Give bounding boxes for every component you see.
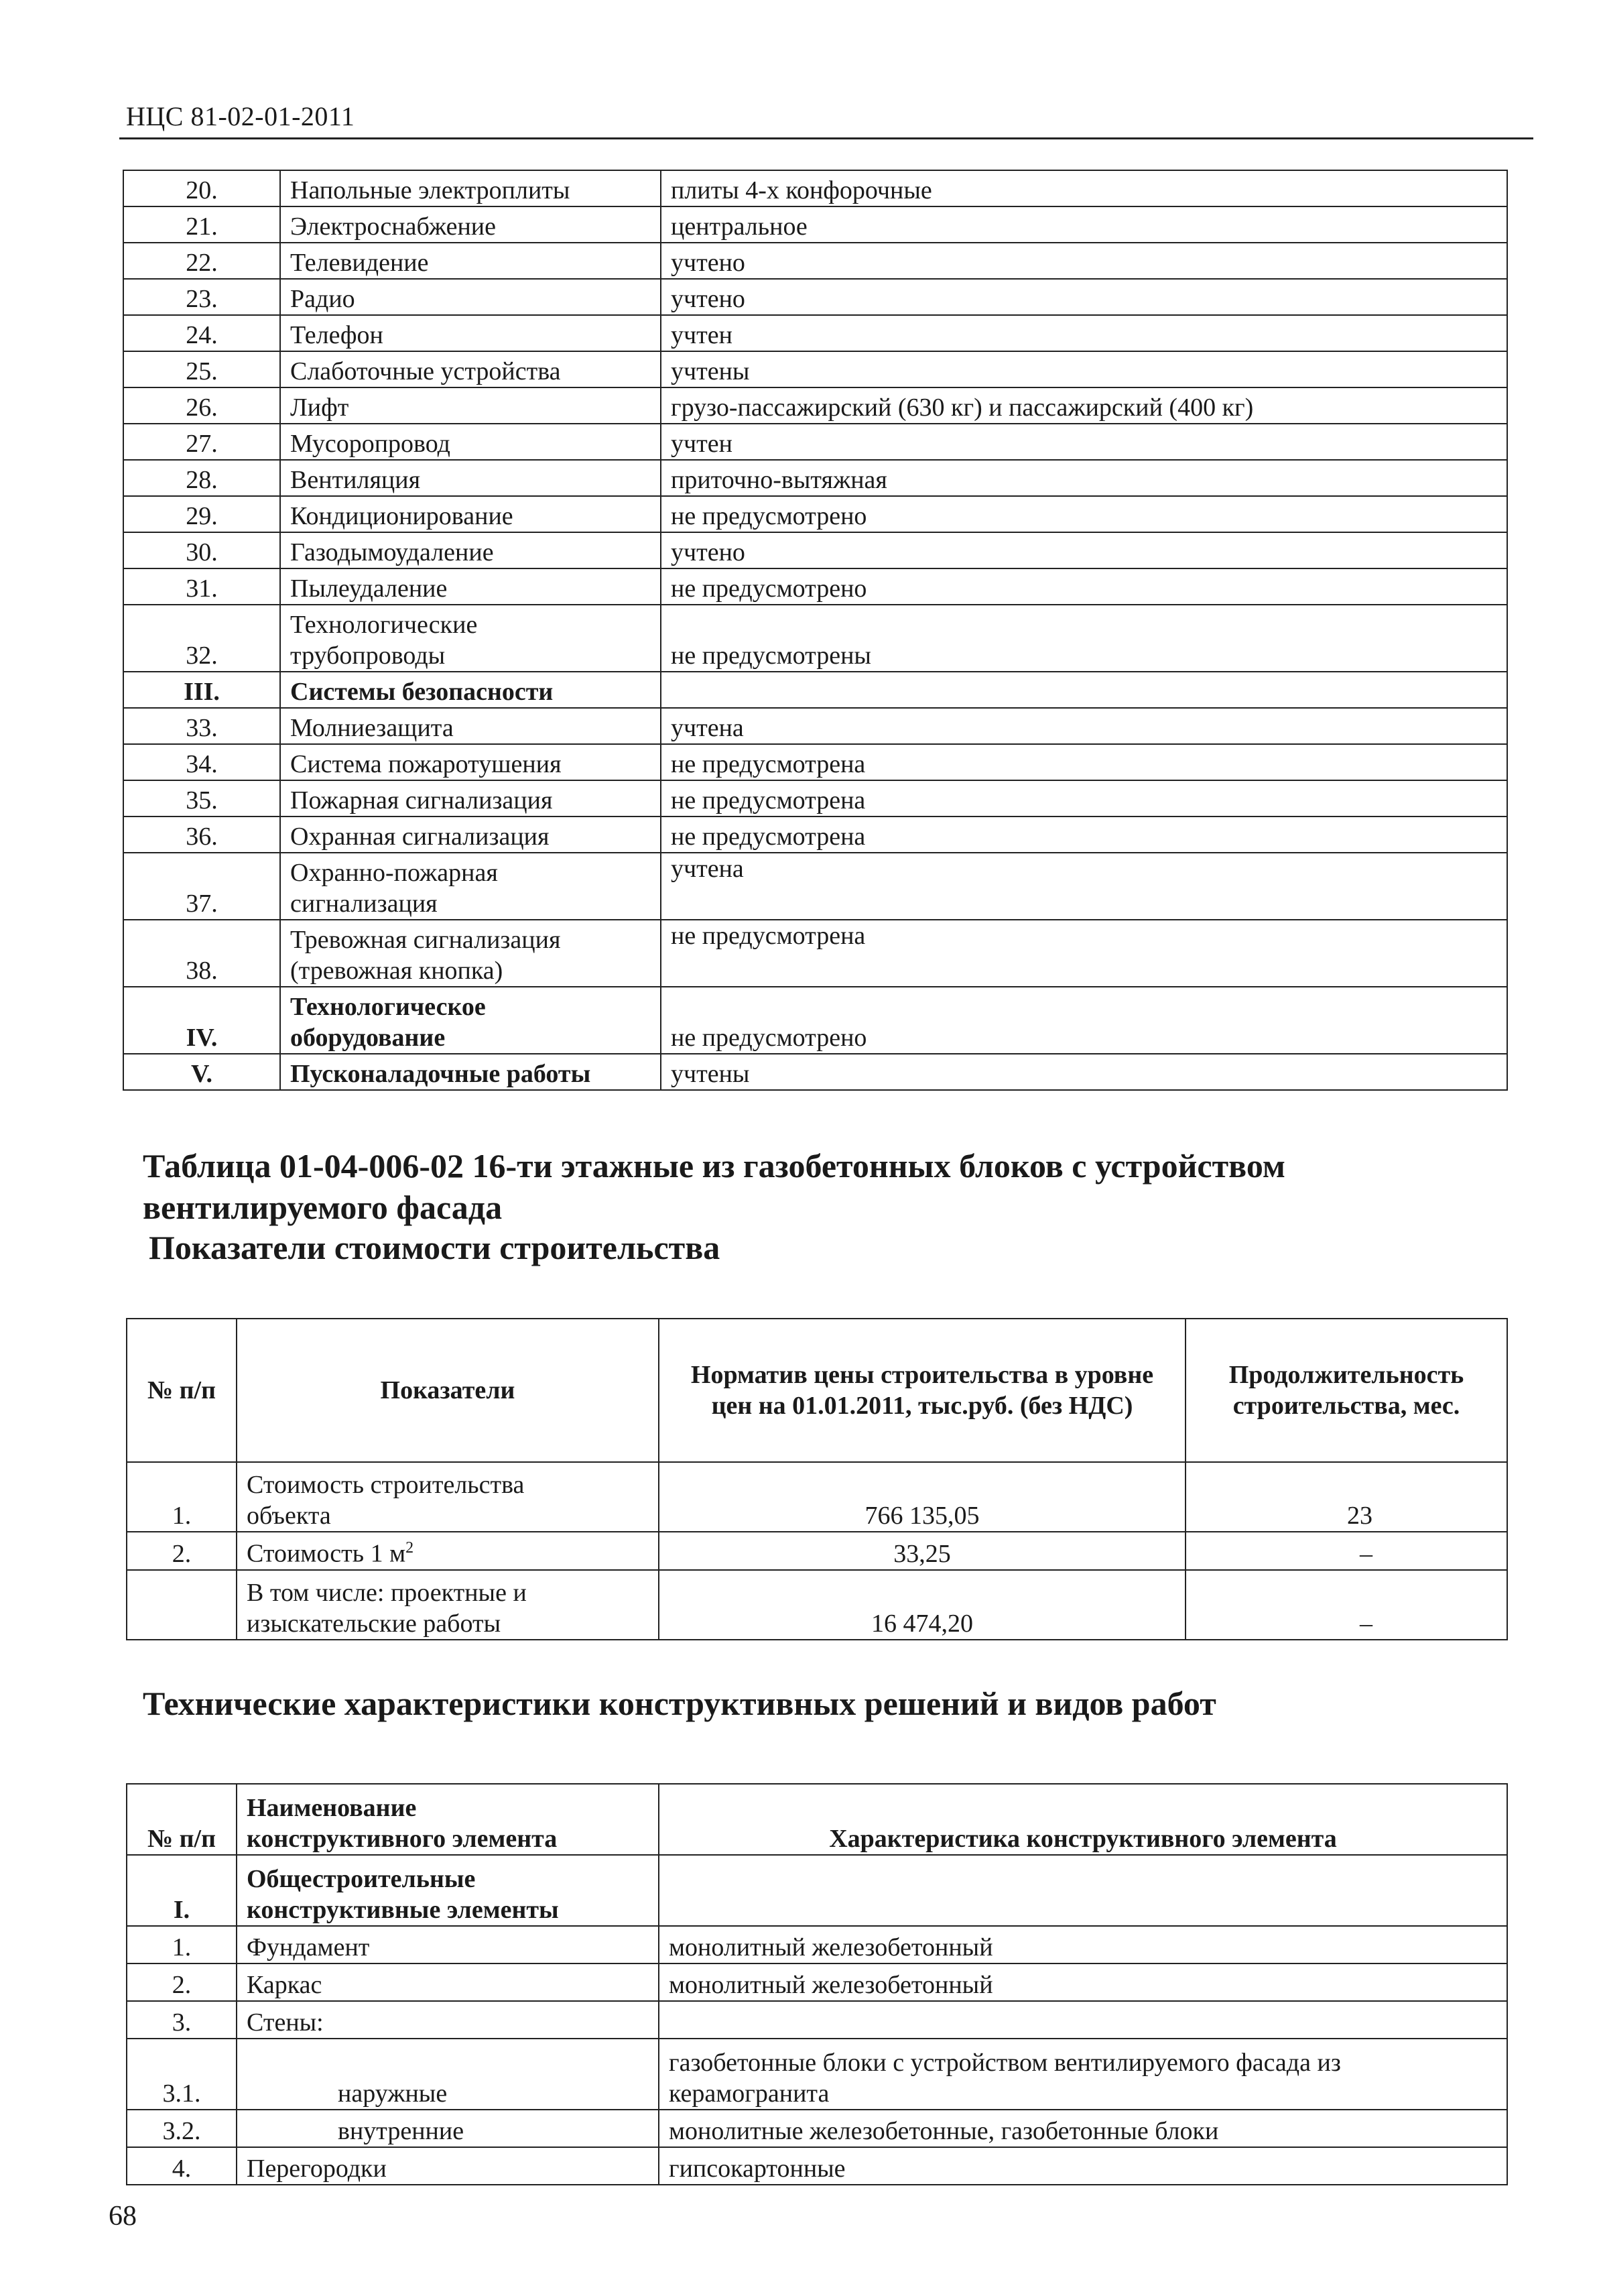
row-value: не предусмотрено [661,987,1507,1054]
row-name: Телевидение [280,243,661,279]
section-name-line: Технологическое [290,993,486,1021]
row-number: 37. [123,853,280,920]
table-title: Таблица 01-04-006-02 16-ти этажные из газобетонных блоков с устройством вентилируемого фасада [143,1147,1285,1226]
section-name-line: Общестроительные [247,1865,476,1893]
norm-value: 766 135,05 [659,1462,1186,1532]
row-number: 3.1. [127,2039,237,2110]
duration-value: – [1186,1570,1507,1640]
row-value: учтены [661,1054,1507,1090]
row-name: Пожарная сигнализация [280,780,661,817]
row-value: не предусмотрено [661,568,1507,605]
cost-indicators-table [126,1318,1508,1640]
row-value-line: газобетонные блоки с устройством вентилируемого фасада из [669,2049,1341,2077]
header-characteristic: Характеристика конструктивного элемента [659,1784,1507,1855]
row-name-text: Стоимость 1 м [247,1539,406,1568]
row-name-line: Технологические [290,611,478,639]
row-value: не предусмотрена [661,817,1507,853]
section-row [127,1855,1507,1926]
table-header-row [127,1784,1507,1855]
table-row [123,744,1507,780]
table-row [123,853,1507,920]
section-number: IV. [123,987,280,1054]
table-row [127,2039,1507,2110]
section-name [280,987,661,1054]
table-row [123,817,1507,853]
table-row [127,2147,1507,2185]
row-value: учтено [661,243,1507,279]
row-number: 2. [127,1532,237,1570]
row-name: Молниезащита [280,708,661,744]
row-number: 27. [123,424,280,460]
row-number: 3.2. [127,2110,237,2147]
row-value: учтено [661,279,1507,315]
row-name: Система пожаротушения [280,744,661,780]
row-name: Пылеудаление [280,568,661,605]
row-value: центральное [661,206,1507,243]
row-number: 23. [123,279,280,315]
row-number: 1. [127,1926,237,1963]
header-line: Наименование [247,1794,417,1822]
row-name: Слаботочные устройства [280,351,661,387]
row-name: Телефон [280,315,661,351]
row-name: Кондиционирование [280,496,661,532]
row-name-line: Охранно-пожарная [290,859,498,887]
header-norm: Норматив цены строительства в уровне цен на 01.01.2011, тыс.руб. (без НДС) [659,1319,1186,1462]
table-row [123,170,1507,206]
row-name [237,1570,659,1640]
row-name-line: Стоимость строительства [247,1471,525,1499]
row-value [659,2001,1507,2039]
row-name: внутренние [237,2110,659,2147]
table-row [123,568,1507,605]
row-name: Лифт [280,387,661,424]
unit-superscript: 2 [405,1539,414,1557]
row-value [661,672,1507,708]
row-number: 38. [123,920,280,987]
table-row [127,1462,1507,1532]
row-name: Газодымоудаление [280,532,661,568]
row-name: Перегородки [237,2147,659,2185]
row-value: монолитные железобетонные, газобетонные блоки [659,2110,1507,2147]
table-row [127,2110,1507,2147]
table-row [123,496,1507,532]
row-name-line: трубопроводы [290,642,446,670]
section-name-line: конструктивные элементы [247,1896,559,1924]
row-value: не предусмотрена [661,780,1507,817]
duration-value: – [1186,1532,1507,1570]
row-value: монолитный железобетонный [659,1963,1507,2001]
row-name [280,605,661,672]
section-number: III. [123,672,280,708]
row-number: 21. [123,206,280,243]
section-name: Пусконаладочные работы [280,1054,661,1090]
row-name: наружные [237,2039,659,2110]
row-value: не предусмотрены [661,605,1507,672]
table-row [123,460,1507,496]
row-value-line: керамогранита [669,2079,830,2108]
row-name-line: объекта [247,1502,331,1530]
table-row [123,243,1507,279]
row-value [659,1855,1507,1926]
table-row [123,387,1507,424]
section-name: Системы безопасности [280,672,661,708]
row-name [280,920,661,987]
duration-value: 23 [1186,1462,1507,1532]
row-name-line: изыскательские работы [247,1609,501,1638]
table-row [123,780,1507,817]
section-name-line: оборудование [290,1024,446,1052]
row-name-line: В том числе: проектные и [247,1578,527,1607]
row-number: 35. [123,780,280,817]
row-value: монолитный железобетонный [659,1926,1507,1963]
table-row [123,605,1507,672]
section-number: V. [123,1054,280,1090]
row-name [237,1532,659,1570]
row-number: 32. [123,605,280,672]
row-number: 3. [127,2001,237,2039]
row-value: учтено [661,532,1507,568]
header-indicator: Показатели [237,1319,659,1462]
table-row [123,206,1507,243]
row-name [237,1462,659,1532]
row-number: 4. [127,2147,237,2185]
row-name [280,853,661,920]
row-value: учтена [661,853,1507,920]
row-value [659,2039,1507,2110]
row-number: 24. [123,315,280,351]
row-name: Фундамент [237,1926,659,1963]
row-number: 25. [123,351,280,387]
norm-value: 16 474,20 [659,1570,1186,1640]
table-row [127,1570,1507,1640]
row-value: плиты 4-х конфорочные [661,170,1507,206]
row-value: не предусмотрено [661,496,1507,532]
row-number: 29. [123,496,280,532]
row-value: учтены [661,351,1507,387]
row-number: 36. [123,817,280,853]
header-duration: Продолжительность строительства, мес. [1186,1319,1507,1462]
header-line: конструктивного элемента [247,1825,558,1853]
table-row [123,279,1507,315]
row-name: Вентиляция [280,460,661,496]
tech-section-title: Технические характеристики конструктивных решений и видов работ [143,1685,1216,1722]
row-number: 26. [123,387,280,424]
row-name-line: сигнализация [290,890,438,918]
row-name: Мусоропровод [280,424,661,460]
section-row [123,1054,1507,1090]
row-value: приточно-вытяжная [661,460,1507,496]
header-num: № п/п [127,1319,237,1462]
row-number [127,1570,237,1640]
table-header-row [127,1319,1507,1462]
row-name: Охранная сигнализация [280,817,661,853]
structural-elements-table [126,1783,1508,2185]
row-name: Радио [280,279,661,315]
table-row [123,315,1507,351]
row-number: 28. [123,460,280,496]
row-name: Напольные электроплиты [280,170,661,206]
row-number: 1. [127,1462,237,1532]
row-name-line: Тревожная сигнализация [290,926,561,954]
table-row [123,920,1507,987]
row-number: 30. [123,532,280,568]
section-row [123,672,1507,708]
table-row [127,1532,1507,1570]
table-row [127,1963,1507,2001]
norm-value: 33,25 [659,1532,1186,1570]
table-row [123,424,1507,460]
section-row [123,987,1507,1054]
row-name-line: (тревожная кнопка) [290,957,503,985]
row-number: 31. [123,568,280,605]
header-num: № п/п [127,1784,237,1855]
page-number: 68 [109,2201,137,2232]
row-value: не предусмотрена [661,744,1507,780]
table-row [123,532,1507,568]
document-code: НЦС 81-02-01-2011 [126,101,355,131]
row-value: гипсокартонные [659,2147,1507,2185]
table-row [127,2001,1507,2039]
row-name: Электроснабжение [280,206,661,243]
row-value: учтен [661,315,1507,351]
header-divider [119,137,1533,139]
row-value: учтен [661,424,1507,460]
row-name: Стены: [237,2001,659,2039]
row-number: 33. [123,708,280,744]
table-row [123,351,1507,387]
row-number: 2. [127,1963,237,2001]
header-element-name [237,1784,659,1855]
row-value: грузо-пассажирский (630 кг) и пассажирский (400 кг) [661,387,1507,424]
row-number: 22. [123,243,280,279]
row-value: не предусмотрена [661,920,1507,987]
section-name [237,1855,659,1926]
table-row [127,1926,1507,1963]
section-number: I. [127,1855,237,1926]
row-value: учтена [661,708,1507,744]
row-number: 34. [123,744,280,780]
row-number: 20. [123,170,280,206]
row-name: Каркас [237,1963,659,2001]
costs-section-title: Показатели стоимости строительства [149,1229,720,1266]
table-row [123,708,1507,744]
engineering-systems-table [123,170,1508,1091]
